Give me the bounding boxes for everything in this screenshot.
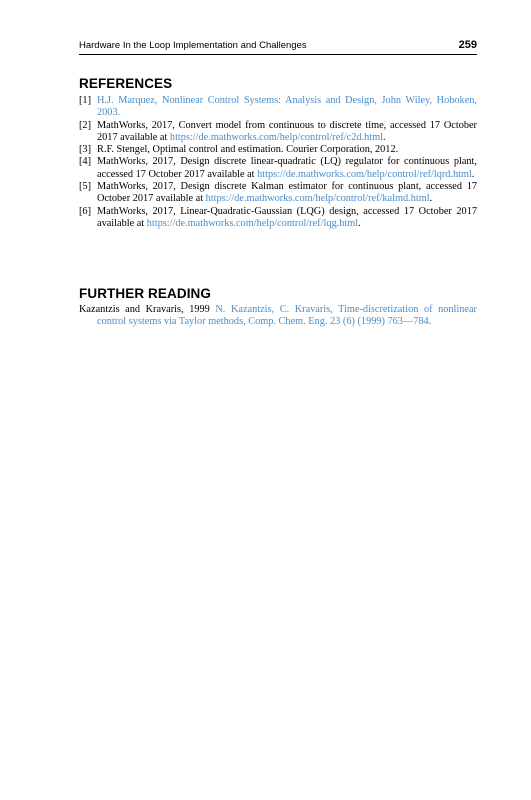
- references-heading: REFERENCES: [79, 76, 173, 91]
- further-reading-link[interactable]: N. Kazantzis, C. Kravaris, Time-discretization of nonlinear control systems via Taylor methods, Comp. Chem. Eng. 23 (6) (1999) 763—784.: [97, 304, 477, 328]
- running-title: Hardware In the Loop Implementation and Challenges: [79, 40, 307, 51]
- further-reading-lead: Kazantzis and Kravaris, 1999: [79, 304, 216, 315]
- reference-tail: .: [429, 193, 433, 205]
- reference-number: [6]: [79, 205, 92, 217]
- reference-text: MathWorks, 2017, Design discrete linear-quadratic (LQ) regulator for continuous plant, accessed 17 October 2017 available at: [97, 156, 477, 180]
- reference-link[interactable]: https://de.mathworks.com/help/control/ref/lqg.html: [146, 217, 359, 229]
- reference-link[interactable]: https://de.mathworks.com/help/control/ref/kalmd.html: [205, 193, 430, 205]
- reference-link[interactable]: H.J. Marquez, Nonlinear Control Systems: Analysis and Design, John Wiley, Hoboken, 2003.: [97, 95, 477, 119]
- reference-item: [79, 156, 477, 181]
- reference-text: R.F. Stengel, Optimal control and estimation. Courier Corporation, 2012.: [97, 144, 399, 156]
- reference-tail: .: [358, 217, 361, 229]
- reference-text: MathWorks, 2017, Convert model from continuous to discrete time, accessed 17 October 2017 available at: [97, 119, 477, 143]
- reference-link[interactable]: https://de.mathworks.com/help/control/ref/c2d.html: [169, 131, 383, 143]
- reference-item: [79, 120, 477, 145]
- running-header: [79, 40, 477, 55]
- references-list: [79, 95, 477, 230]
- reference-number: [4]: [79, 156, 92, 168]
- reference-item: [79, 206, 477, 231]
- reference-text: MathWorks, 2017, Design discrete Kalman estimator for continuous plant, accessed 17 October 2017 available at: [97, 181, 477, 205]
- reference-number: [1]: [79, 95, 92, 106]
- further-reading-heading: FURTHER READING: [79, 286, 211, 301]
- reference-item: [79, 144, 477, 156]
- reference-tail: .: [471, 168, 475, 180]
- further-reading-list: [79, 304, 477, 329]
- reference-number: [2]: [79, 119, 92, 131]
- reference-number: [5]: [79, 181, 92, 193]
- page-number: 259: [458, 39, 477, 51]
- reference-number: [3]: [79, 144, 92, 156]
- further-reading-entry: [79, 304, 477, 329]
- reference-text: MathWorks, 2017, Linear-Quadratic-Gaussian (LQG) design, accessed 17 October 2017 available at: [97, 205, 477, 229]
- reference-link[interactable]: https://de.mathworks.com/help/control/ref/lqrd.html: [257, 168, 472, 180]
- reference-tail: .: [382, 131, 386, 143]
- reference-item: [79, 181, 477, 206]
- reference-item: [79, 95, 477, 120]
